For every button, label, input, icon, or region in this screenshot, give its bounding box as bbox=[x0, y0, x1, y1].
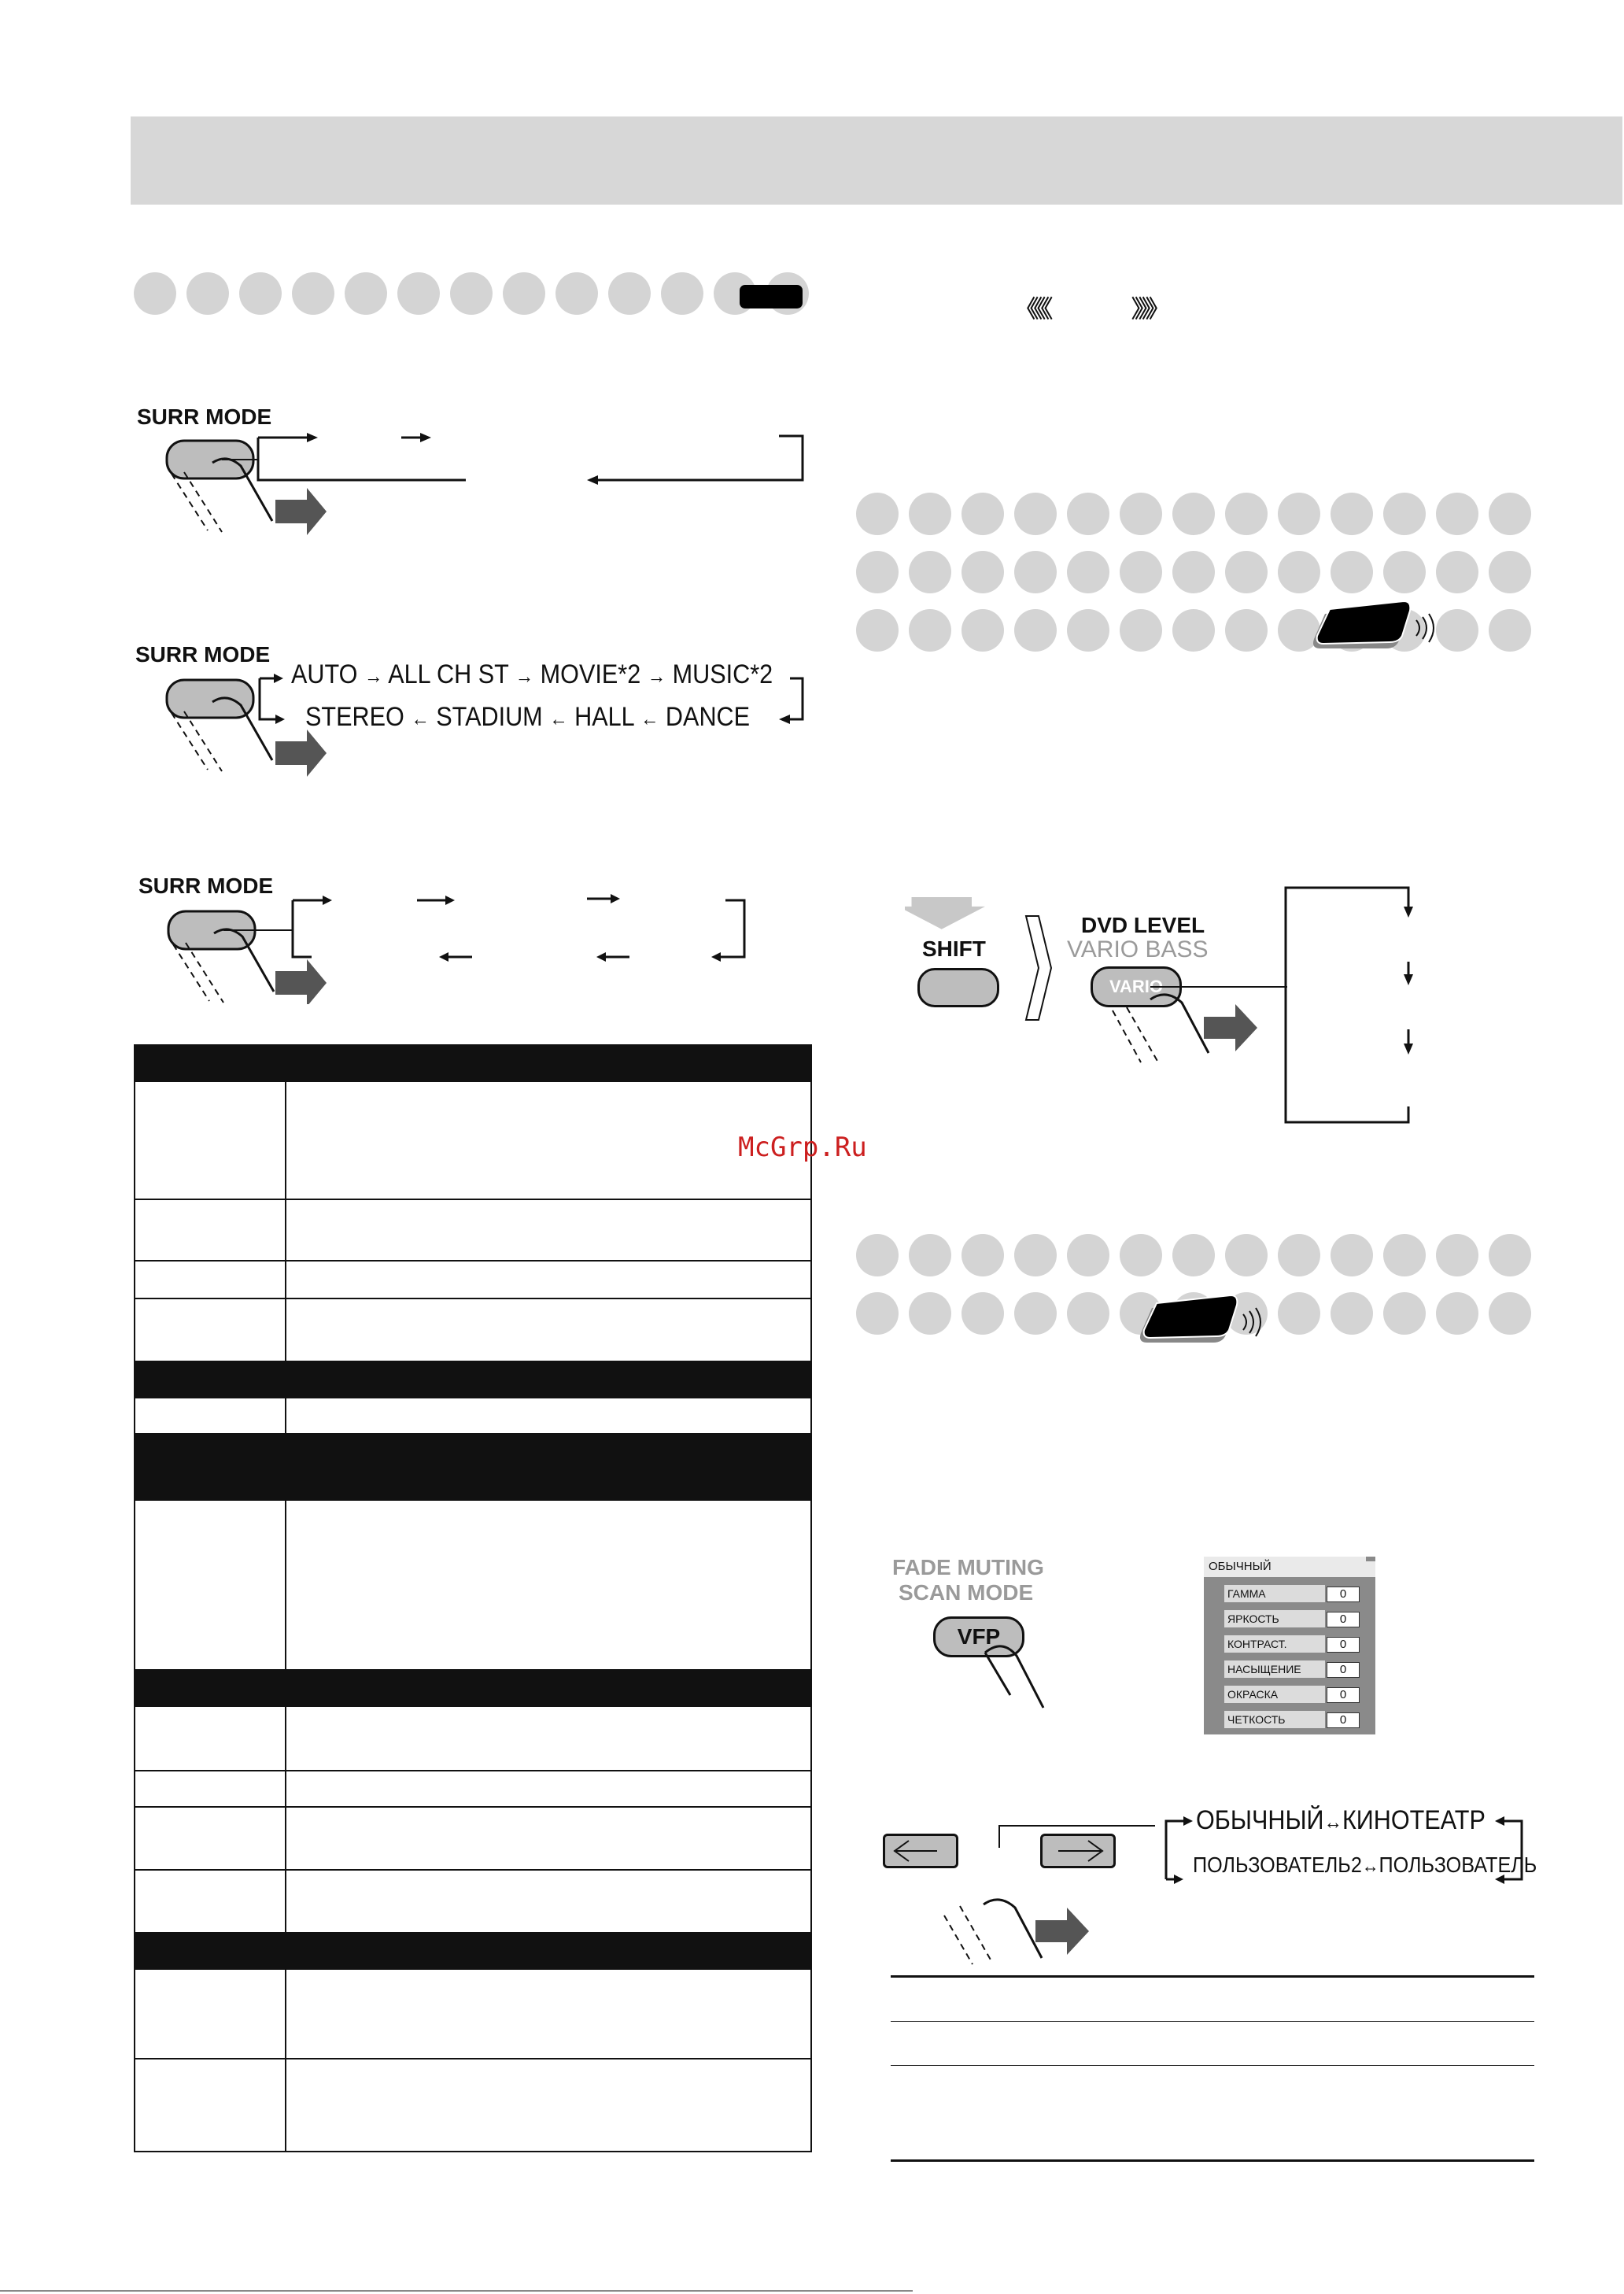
remote-button-icon bbox=[1138, 1294, 1279, 1349]
menu-title: ОБЫЧНЫЙ bbox=[1204, 1557, 1366, 1577]
surr-flow-row-2: STEREO ← STADIUM ← HALL ← DANCE bbox=[305, 702, 751, 732]
vfp-flow-row-1: ОБЫЧНЫЙ↔КИНОТЕАТР bbox=[1196, 1805, 1486, 1835]
rewind-icon: 《《《 bbox=[1015, 297, 1048, 323]
surr-mode-diagram-3 bbox=[157, 894, 810, 1004]
finger-press-icon bbox=[973, 1637, 1059, 1716]
forward-icon: 》》》 bbox=[1131, 297, 1164, 323]
heading-placeholder-dots bbox=[856, 1234, 1531, 1276]
menu-row[interactable]: КОНТРАСТ. 0 bbox=[1224, 1635, 1363, 1654]
menu-row[interactable]: ОКРАСКА 0 bbox=[1224, 1686, 1363, 1705]
fade-muting-label: FADE MUTING bbox=[892, 1555, 1044, 1579]
table-rule bbox=[891, 1975, 1534, 1978]
scan-mode-label: SCAN MODE bbox=[899, 1580, 1034, 1605]
picture-settings-menu bbox=[1204, 1557, 1375, 1734]
heading-placeholder-dots bbox=[134, 272, 809, 315]
dvd-level-flow bbox=[1283, 881, 1424, 1125]
left-arrow-button-icon bbox=[885, 1836, 956, 1866]
surr-mode-diagram-1 bbox=[157, 425, 810, 535]
surr-flow-row-1: AUTO → ALL CH ST → MOVIE*2 → MUSIC*2 bbox=[291, 659, 773, 689]
vario-button[interactable]: VARIO bbox=[1091, 966, 1182, 1007]
heading-placeholder-dots bbox=[856, 493, 1531, 535]
finger-press-icon bbox=[1102, 976, 1290, 1086]
table-rule bbox=[891, 2159, 1534, 2162]
mode-description-table bbox=[134, 1044, 812, 2152]
shift-button[interactable] bbox=[917, 968, 999, 1007]
vario-bass-label: VARIO BASS bbox=[1067, 936, 1209, 962]
remote-button-icon bbox=[1311, 600, 1452, 655]
table-rule bbox=[891, 2021, 1534, 2022]
watermark: McGrp.Ru bbox=[738, 1132, 867, 1163]
menu-row[interactable]: ЧЕТКОСТЬ 0 bbox=[1224, 1711, 1363, 1730]
dvd-level-label: DVD LEVEL bbox=[1081, 913, 1205, 937]
vfp-flow-row-2: ПОЛЬЗОВАТЕЛЬ2↔ПОЛЬЗОВАТЕЛЬ bbox=[1193, 1853, 1537, 1877]
shift-press-arrow-icon bbox=[905, 897, 991, 936]
footer-rule bbox=[0, 2290, 913, 2292]
left-arrow-button[interactable] bbox=[883, 1834, 958, 1868]
finger-press-icon bbox=[933, 1889, 1106, 1967]
table-rule bbox=[891, 2065, 1534, 2066]
shift-label: SHIFT bbox=[922, 936, 986, 961]
header-band bbox=[131, 116, 1622, 205]
vfp-button[interactable]: VFP bbox=[933, 1616, 1024, 1657]
menu-row[interactable]: НАСЫЩЕНИЕ 0 bbox=[1224, 1660, 1363, 1679]
heading-placeholder-dots bbox=[856, 551, 1531, 593]
model-badge bbox=[740, 285, 803, 308]
surr-mode-label: SURR MODE bbox=[137, 404, 272, 429]
menu-row[interactable]: ЯРКОСТЬ 0 bbox=[1224, 1610, 1363, 1629]
menu-row[interactable]: ГАММА 0 bbox=[1224, 1585, 1363, 1604]
chevron-right-icon bbox=[1023, 913, 1054, 1023]
surr-mode-label: SURR MODE bbox=[135, 642, 271, 667]
surr-mode-label: SURR MODE bbox=[138, 874, 274, 898]
